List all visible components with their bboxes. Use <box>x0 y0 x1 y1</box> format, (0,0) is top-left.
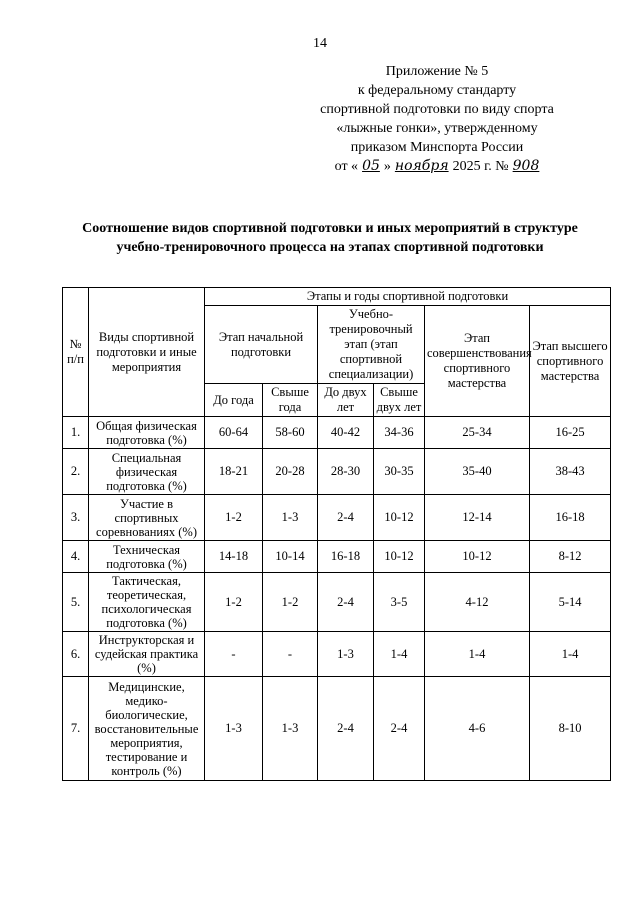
cell-value: 12-14 <box>425 495 530 541</box>
cell-value: 4-6 <box>425 677 530 781</box>
appendix-line: к федеральному стандарту <box>357 83 517 98</box>
cell-value: 10-12 <box>425 541 530 573</box>
document-title: Соотношение видов спортивной подготовки и иных мероприятий в структуре учебно-тренировочного процесса на этапах спортивной подготовки <box>82 221 578 255</box>
cell-value: 38-43 <box>530 449 611 495</box>
date-mid: » <box>383 159 391 174</box>
cell-value: 1-3 <box>263 495 318 541</box>
cell-value: - <box>263 632 318 677</box>
cell-value: 1-2 <box>205 495 263 541</box>
cell-value: 1-2 <box>205 573 263 632</box>
cell-value: 8-12 <box>530 541 611 573</box>
table-row <box>63 677 611 781</box>
appendix-line: спортивной подготовки по виду спорта <box>320 102 554 117</box>
cell-value: 2-4 <box>318 677 374 781</box>
cell-value: 5-14 <box>530 573 611 632</box>
cell-value: 34-36 <box>374 417 425 449</box>
row-num: 7. <box>63 677 89 781</box>
appendix-line: приказом Минспорта России <box>350 140 524 155</box>
row-kind: Общая физическая подготовка (%) <box>89 417 205 449</box>
appendix-line: «лыжные гонки», утвержденному <box>336 121 538 136</box>
row-num: 3. <box>63 495 89 541</box>
cell-value: - <box>205 632 263 677</box>
cell-value: 16-18 <box>530 495 611 541</box>
row-num: 5. <box>63 573 89 632</box>
table-row <box>63 541 611 573</box>
row-kind: Тактическая, теоретическая, психологическая подготовка (%) <box>89 573 205 632</box>
cell-value: 60-64 <box>205 417 263 449</box>
header-stage-improvement: Этап совершенствования спортивного мастерства <box>425 306 530 417</box>
date-month-handwritten: ноября <box>394 158 449 174</box>
header-num: № п/п <box>63 288 89 417</box>
table-row <box>63 573 611 632</box>
table-row <box>63 417 611 449</box>
cell-value: 40-42 <box>318 417 374 449</box>
row-num: 2. <box>63 449 89 495</box>
date-year: 2025 г. № <box>452 159 509 174</box>
cell-value: 1-3 <box>205 677 263 781</box>
cell-value: 1-4 <box>425 632 530 677</box>
cell-value: 1-4 <box>374 632 425 677</box>
cell-value: 10-12 <box>374 541 425 573</box>
cell-value: 1-4 <box>530 632 611 677</box>
cell-value: 16-25 <box>530 417 611 449</box>
header-stages-group: Этапы и годы спортивной подготовки <box>205 288 611 306</box>
cell-value: 28-30 <box>318 449 374 495</box>
row-kind: Инструкторская и судейская практика (%) <box>89 632 205 677</box>
cell-value: 2-4 <box>318 573 374 632</box>
table-row <box>63 495 611 541</box>
header-stage-higher: Этап высшего спортивного мастерства <box>530 306 611 417</box>
row-kind: Техническая подготовка (%) <box>89 541 205 573</box>
page-number: 14 <box>313 36 327 51</box>
cell-value: 35-40 <box>425 449 530 495</box>
header-stage-training: Учебно-тренировочный этап (этап спортивной специализации) <box>318 306 425 384</box>
appendix-line: Приложение № 5 <box>385 64 489 79</box>
header-kind: Виды спортивной подготовки и иные мероприятия <box>89 288 205 417</box>
row-kind: Специальная физическая подготовка (%) <box>89 449 205 495</box>
cell-value: 58-60 <box>263 417 318 449</box>
row-kind: Участие в спортивных соревнованиях (%) <box>89 495 205 541</box>
header-sub-training-1: До двух лет <box>318 384 374 417</box>
cell-value: 10-12 <box>374 495 425 541</box>
cell-value: 10-14 <box>263 541 318 573</box>
cell-value: 2-4 <box>318 495 374 541</box>
date-prefix: от « <box>334 159 359 174</box>
cell-value: 1-2 <box>263 573 318 632</box>
table-row <box>63 632 611 677</box>
header-stage-initial: Этап начальной подготовки <box>205 306 318 384</box>
header-sub-initial-1: До года <box>205 384 263 417</box>
cell-value: 3-5 <box>374 573 425 632</box>
cell-value: 30-35 <box>374 449 425 495</box>
cell-value: 16-18 <box>318 541 374 573</box>
cell-value: 14-18 <box>205 541 263 573</box>
row-num: 6. <box>63 632 89 677</box>
cell-value: 2-4 <box>374 677 425 781</box>
cell-value: 1-3 <box>318 632 374 677</box>
cell-value: 1-3 <box>263 677 318 781</box>
date-day-handwritten: 05 <box>362 158 380 174</box>
cell-value: 4-12 <box>425 573 530 632</box>
appendix-block <box>287 62 587 176</box>
row-num: 4. <box>63 541 89 573</box>
training-ratio-table <box>62 287 611 781</box>
cell-value: 18-21 <box>205 449 263 495</box>
cell-value: 8-10 <box>530 677 611 781</box>
header-sub-training-2: Свыше двух лет <box>374 384 425 417</box>
table-row <box>63 449 611 495</box>
row-kind: Медицинские, медико-биологические, восстановительные мероприятия, тестирование и контроль (%) <box>89 677 205 781</box>
appendix-date-line <box>287 157 587 176</box>
header-sub-initial-2: Свыше года <box>263 384 318 417</box>
cell-value: 20-28 <box>263 449 318 495</box>
order-number-handwritten: 908 <box>512 158 540 174</box>
cell-value: 25-34 <box>425 417 530 449</box>
row-num: 1. <box>63 417 89 449</box>
